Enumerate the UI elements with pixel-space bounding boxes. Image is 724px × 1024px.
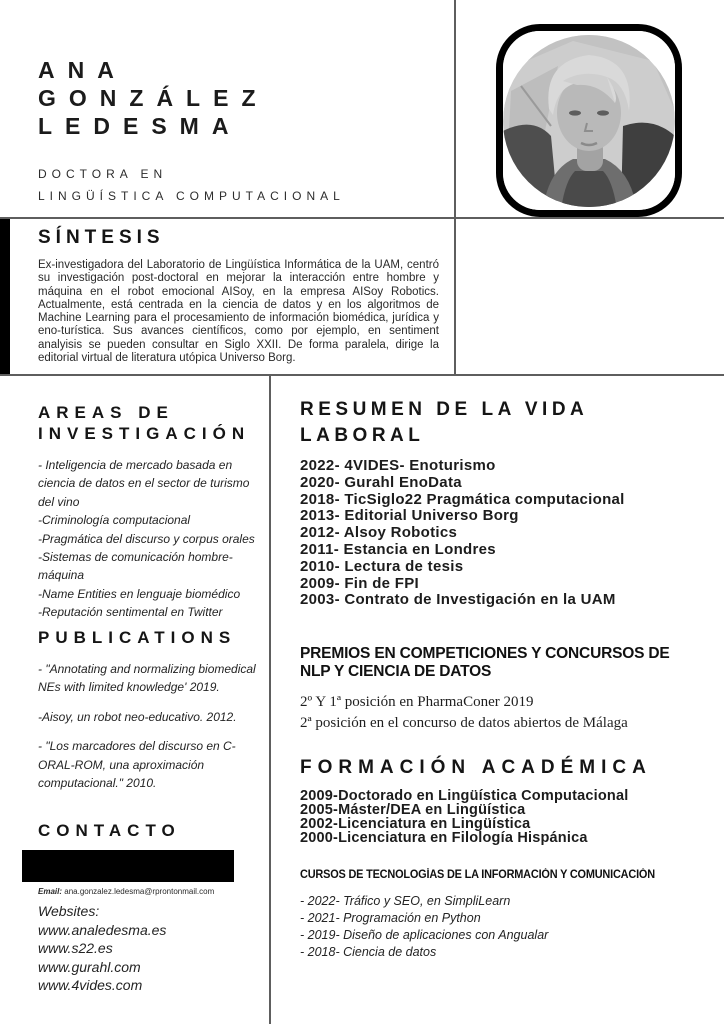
publication-item: - "Los marcadores del discurso en C-ORAL-ROM, una aproximación computacional." 2010. (38, 739, 236, 791)
header-vertical-divider (454, 0, 456, 374)
course-item: - 2021- Programación en Python (300, 911, 481, 925)
person-name-line: ANA (38, 57, 127, 83)
education-item: 2009-Doctorado en Lingüística Computacional (300, 788, 629, 804)
section-title-cursos: CURSOS DE TECNOLOGÍAS DE LA INFORMACIÓN Y COMUNICACIÓN (300, 869, 655, 881)
section-title-line: INVESTIGACIÓN (38, 424, 251, 443)
education-item: 2000-Licenciatura en Filología Hispánica (300, 830, 588, 846)
section-contacto (38, 820, 264, 995)
website-item: www.4vides.com (38, 977, 143, 994)
section-title-line: AREAS DE (38, 403, 174, 422)
research-area-item: -Pragmática del discurso y corpus orales (38, 531, 255, 546)
section-title-premios (300, 645, 698, 680)
education-list (300, 789, 710, 845)
section-premios (300, 645, 710, 733)
website-item: www.gurahl.com (38, 958, 141, 975)
horizontal-divider-middle (0, 374, 724, 376)
courses-list (300, 893, 710, 961)
section-title-formacion: FORMACIÓN ACADÉMICA (300, 757, 652, 778)
website-item: www.s22.es (38, 940, 113, 957)
section-vida-laboral (300, 397, 710, 609)
section-title-line: NLP Y CIENCIA DE DATOS (300, 662, 492, 680)
course-item: - 2019- Diseño de aplicaciones con Angualar (300, 928, 549, 942)
section-sintesis (38, 227, 439, 365)
job-item: 2022- 4VIDES- Enoturismo (300, 457, 496, 474)
job-item: 2018- TicSiglo22 Pragmática computacional (300, 490, 625, 508)
publication-item: - "Annotating and normalizing biomedical NEs with limited knowledge' 2019. (38, 662, 256, 695)
email-line (38, 887, 264, 896)
website-item: www.analedesma.es (38, 921, 167, 938)
person-title-line: DOCTORA EN (38, 167, 168, 181)
job-list (300, 458, 710, 609)
websites-label: Websites: (38, 903, 100, 919)
job-item: 2012- Alsoy Robotics (300, 524, 458, 542)
research-area-item: -Criminología computacional (38, 513, 191, 528)
sintesis-text: Ex-investigadora del Laboratorio de Lingüística Informática de la UAM, centró su investigación post-doctoral en mejorar la interacción entre hombre y máquina en el robot emocional AISoy, en la empresa AISoy Robotics. Actualmente, está centrada en la ciencia de datos y en los algoritmos de Machine Learning para el procesamiento de información biomédica, jurídica y eno-turística. Sus avances científicos, como por ejemplo, en sentiment analyisis se pueden consultar en Siglo XXII. De forma paralela, dirige la editorial virtual de literatura utópica Universo Borg. (38, 259, 439, 365)
education-item: 2002-Licenciatura en Lingüística (300, 816, 531, 832)
section-title-publications: PUBLICATIONS (38, 628, 237, 647)
email-value: ana.gonzalez.ledesma@rprontonmail.com (64, 887, 215, 896)
publication-item: -Aisoy, un robot neo-educativo. 2012. (38, 709, 237, 724)
sintesis-accent-bar (0, 219, 10, 374)
job-item: 2003- Contrato de Investigación en la UAM (300, 591, 616, 609)
job-item: 2020- Gurahl EnoData (300, 473, 462, 491)
profile-photo (496, 24, 682, 217)
email-label: Email: (38, 887, 63, 896)
column-divider (269, 376, 271, 1024)
job-item: 2011- Estancia en Londres (300, 540, 496, 558)
job-item: 2013- Editorial Universo Borg (300, 507, 519, 525)
award-item: 2ª posición en el concurso de datos abiertos de Málaga (300, 714, 628, 731)
section-formacion (300, 755, 710, 845)
section-areas-investigacion (38, 402, 262, 622)
course-item: - 2018- Ciencia de datos (300, 945, 437, 959)
publications-list (38, 660, 264, 792)
redacted-info-bar (22, 850, 234, 882)
section-title-contacto: CONTACTO (38, 821, 181, 840)
section-title-line: RESUMEN DE LA VIDA (300, 399, 589, 420)
section-publications (38, 627, 264, 803)
awards-list (300, 692, 710, 733)
research-area-item: -Sistemas de comunicación hombre-máquina (38, 550, 233, 583)
research-area-item: -Name Entities en lenguaje biomédico (38, 586, 241, 601)
education-item: 2005-Máster/DEA en Lingüística (300, 802, 526, 818)
person-title (38, 163, 345, 207)
award-item: 2º Y 1ª posición en PharmaConer 2019 (300, 694, 534, 710)
research-area-item: -Reputación sentimental en Twitter (38, 605, 223, 620)
websites-list (38, 902, 264, 995)
horizontal-divider-top (0, 217, 724, 219)
section-title-areas (38, 402, 262, 444)
section-title-line: LABORAL (300, 425, 425, 446)
person-name-line: LEDESMA (38, 113, 242, 139)
job-item: 2009- Fin de FPI (300, 574, 419, 592)
section-title-vida-laboral (300, 397, 710, 449)
section-title-line: PREMIOS EN COMPETICIONES Y CONCURSOS DE (300, 645, 670, 662)
research-area-item: - Inteligencia de mercado basada en ciencia de datos en el sector de turismo del vino (38, 458, 250, 509)
job-item: 2010- Lectura de tesis (300, 557, 464, 575)
person-name-line: GONZÁLEZ (38, 85, 269, 111)
portrait-illustration (503, 31, 675, 210)
section-title-sintesis: SÍNTESIS (38, 227, 165, 248)
research-areas-list (38, 456, 262, 622)
person-title-line: LINGÜÍSTICA COMPUTACIONAL (38, 189, 345, 203)
section-cursos (300, 869, 710, 961)
person-name (38, 56, 269, 140)
course-item: - 2022- Tráfico y SEO, en SimpliLearn (300, 894, 511, 908)
